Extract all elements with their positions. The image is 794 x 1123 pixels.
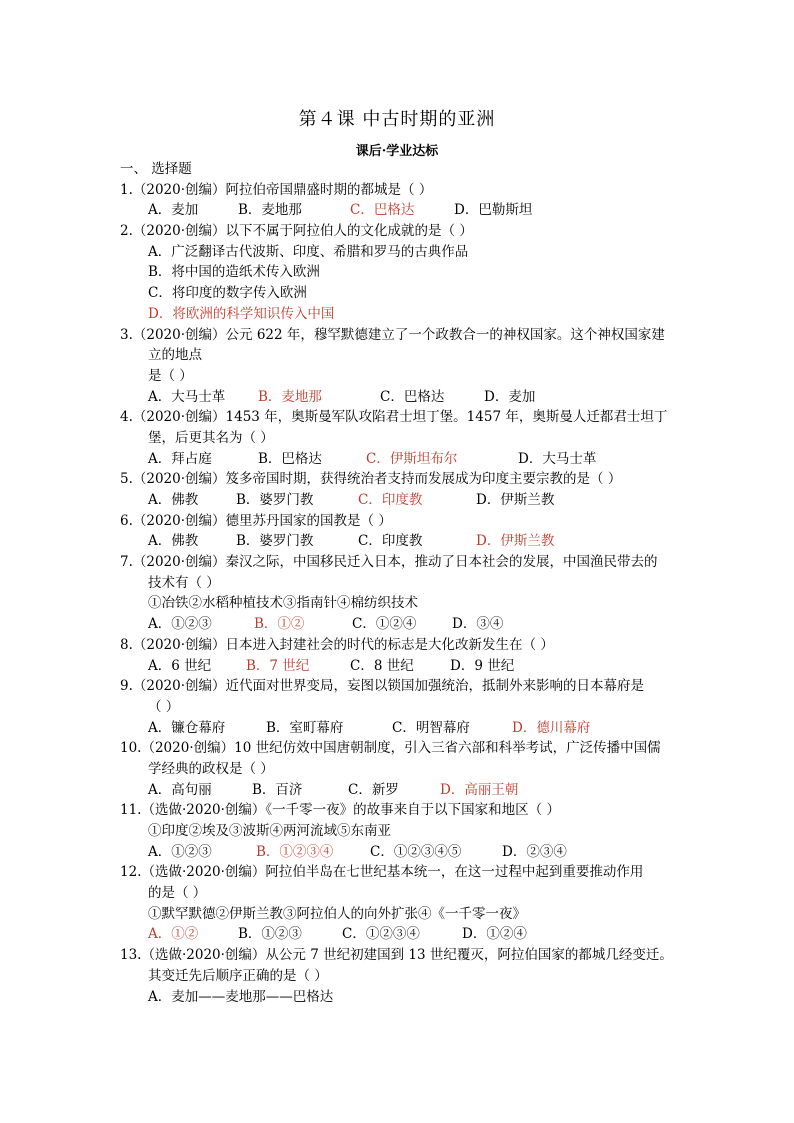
q12-option-a-answer: A．①② (148, 926, 199, 943)
question-list (120, 159, 680, 1007)
q5-option-b: B．婆罗门教 (236, 492, 314, 508)
q7-option-d: D．③④ (452, 616, 504, 633)
q7-option-c: C．①②④ (352, 616, 417, 633)
question-4-options (120, 449, 680, 470)
q5-option-c-answer: C．印度教 (358, 492, 423, 508)
q11-option-c: C．①②③④⑤ (370, 843, 462, 860)
q4-option-d: D．大马士革 (518, 450, 597, 467)
page-title: 第４课 中古时期的亚洲 (298, 109, 496, 130)
question-9-stem-line1: 9.（2020·创编）近代面对世界变局，妄图以锁国加强统治，抵制外来影响的日本幕府是 (120, 678, 645, 695)
question-7-options (120, 614, 680, 635)
q13-option-a: A．麦加——麦地那——巴格达 (148, 988, 334, 1005)
q10-option-b: B．百济 (252, 781, 303, 798)
q3-option-a: A．大马士革 (148, 388, 226, 405)
question-3-stem-line1: 3.（2020·创编）公元 622 年，穆罕默德建立了一个政教合一的神权国家。这个神权国家建 (120, 326, 665, 343)
q11-option-a: A．①②③ (148, 843, 212, 860)
q8-option-c: C．8 世纪 (350, 657, 414, 674)
q6-option-d-answer: D．伊斯兰教 (476, 533, 555, 550)
question-11-items: ①印度②埃及③波斯④两河流域⑤东南亚 (148, 823, 391, 839)
q1-option-b: B．麦地那 (238, 202, 302, 219)
question-12-stem-line2: 的是（ ） (148, 885, 207, 902)
q9-option-b: B．室町幕府 (266, 719, 344, 736)
question-4-stem-line1: 4.（2020·创编）1453 年，奥斯曼军队攻陷君士坦丁堡。1457 年，奥斯曼人迁都君士坦丁 (120, 409, 668, 426)
q11-option-d: D．②③④ (502, 843, 567, 860)
question-7-stem-line2: 技术有（ ） (148, 574, 220, 591)
question-6-stem: 6.（2020·创编）德里苏丹国家的国教是（ ） (120, 512, 392, 529)
q8-option-b-answer: B．7 世纪 (246, 657, 310, 674)
q3-option-d: D．麦加 (484, 388, 536, 405)
q6-option-b: B．婆罗门教 (236, 533, 314, 550)
question-1-stem: 1.（2020·创编）阿拉伯帝国鼎盛时期的都城是（ ） (120, 181, 433, 198)
q4-option-c-answer: C．伊斯坦布尔 (366, 450, 458, 467)
q8-option-d: D．9 世纪 (450, 657, 515, 674)
question-2-stem: 2.（2020·创编）以下不属于阿拉伯人的文化成就的是（ ） (120, 223, 473, 240)
q3-option-c: C．巴格达 (380, 388, 445, 405)
q10-option-a: A．高句丽 (148, 781, 212, 798)
question-3-stem-line3: 是（ ） (148, 367, 193, 384)
question-12-stem-line1: 12.（选做·2020·创编）阿拉伯半岛在七世纪基本统一，在这一过程中起到重要推动作用 (120, 864, 644, 881)
q3-option-b-answer: B．麦地那 (258, 388, 322, 405)
question-11-options (120, 842, 680, 863)
q12-option-c: C．①②③④ (342, 926, 420, 943)
question-3-options (120, 387, 680, 408)
q5-option-d: D．伊斯兰教 (476, 492, 555, 508)
question-12-items: ①默罕默德②伊斯兰教③阿拉伯人的向外扩张④《一千零一夜》 (148, 905, 526, 922)
question-5-options (120, 490, 680, 511)
q5-option-a: A．佛教 (148, 492, 199, 508)
q2-option-a: A．广泛翻译古代波斯、印度、希腊和罗马的古典作品 (148, 243, 469, 260)
q1-option-a: A．麦加 (148, 202, 199, 219)
q2-option-b: B．将中国的造纸术传入欧洲 (148, 264, 320, 281)
question-11-stem: 11.（选做·2020·创编）《一千零一夜》的故事来自于以下国家和地区（ ） (120, 802, 560, 819)
question-1-options (120, 200, 680, 221)
question-5-stem: 5.（2020·创编）笈多帝国时期，获得统治者支持而发展成为印度主要宗教的是（ ） (120, 471, 622, 488)
q10-option-d-answer: D．高丽王朝 (440, 781, 519, 798)
page-subtitle: 课后·学业达标 (355, 144, 439, 159)
q9-option-d-answer: D．德川幕府 (512, 719, 591, 736)
question-10-stem-line1: 10.（2020·创编）10 世纪仿效中国唐朝制度，引入三省六部和科举考试，广泛传播中国儒 (120, 740, 661, 757)
question-9-stem-line2: （ ） (148, 698, 180, 715)
section-heading: 一、 选择题 (120, 161, 192, 177)
question-7-stem-line1: 7.（2020·创编）秦汉之际，中国移民迁入日本，推动了日本社会的发展，中国渔民带去的 (120, 554, 658, 571)
q7-option-b-answer: B．①② (254, 616, 305, 633)
q9-option-c: C．明智幕府 (392, 719, 470, 736)
question-7-items: ①冶铁②水稻种植技术③指南针④棉纺织技术 (148, 595, 418, 612)
q6-option-c: C．印度教 (358, 533, 423, 550)
question-10-options (120, 780, 680, 801)
q2-option-d-answer: D．将欧洲的科学知识传入中国 (148, 305, 335, 322)
q7-option-a: A．①②③ (148, 616, 212, 633)
q1-option-c-answer: C．巴格达 (350, 202, 415, 219)
q12-option-d: D．①②④ (462, 926, 527, 943)
question-13-stem-line2: 其变迁先后顺序正确的是（ ） (148, 967, 328, 984)
q6-option-a: A．佛教 (148, 533, 199, 550)
question-3-stem-line2: 立的地点 (148, 347, 202, 364)
question-4-stem-line2: 堡，后更其名为（ ） (148, 429, 274, 446)
q10-option-c: C．新罗 (348, 781, 399, 798)
q1-option-d: D．巴勒斯坦 (454, 202, 533, 219)
question-6-options (120, 531, 680, 552)
q4-option-b: B．巴格达 (258, 450, 322, 467)
q2-option-c: C．将印度的数字传入欧洲 (148, 285, 307, 302)
question-13-stem-line1: 13.（选做·2020·创编）从公元 7 世纪初建国到 13 世纪覆灭，阿拉伯国家的都城几经变迁。 (120, 947, 673, 964)
question-12-options (120, 924, 680, 945)
q12-option-b: B．①②③ (238, 926, 302, 943)
q8-option-a: A．6 世纪 (148, 657, 212, 674)
question-10-stem-line2: 学经典的政权是（ ） (148, 760, 274, 777)
question-9-options (120, 718, 680, 739)
q11-option-b-answer: B．①②③④ (256, 843, 334, 860)
question-8-stem: 8.（2020·创编）日本进入封建社会的时代的标志是大化改新发生在（ ） (120, 636, 554, 653)
q4-option-a: A．拜占庭 (148, 450, 212, 467)
question-8-options (120, 656, 680, 677)
q9-option-a: A．镰仓幕府 (148, 719, 226, 736)
